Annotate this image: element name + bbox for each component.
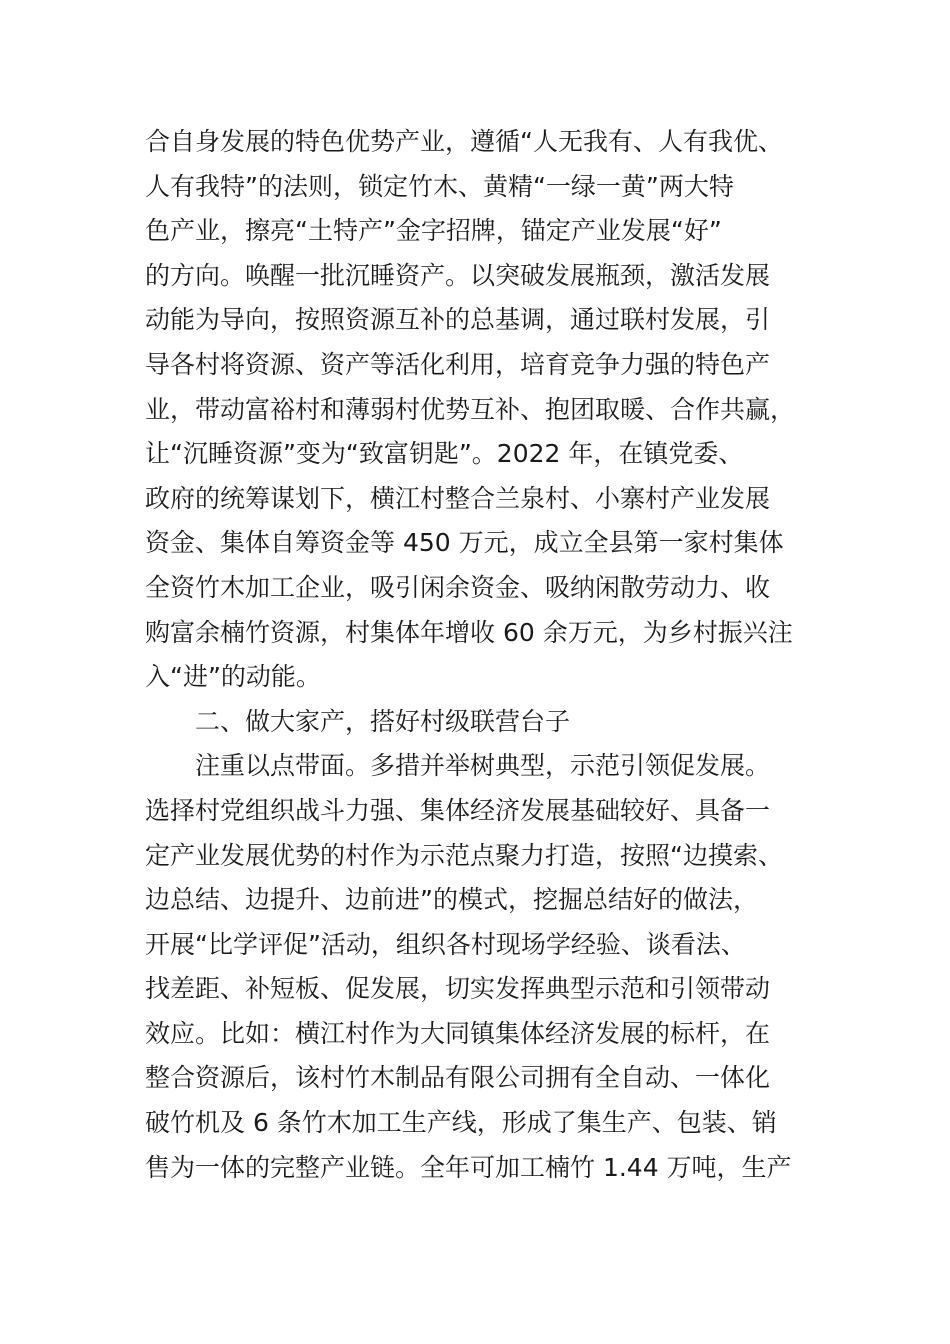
body-line: 购富余楠竹资源，村集体年增收 60 余万元，为乡村振兴注 xyxy=(145,617,793,647)
body-line: 全资竹木加工企业，吸引闲余资金、吸纳闲散劳动力、收 xyxy=(145,572,771,602)
body-line: 色产业，擦亮“土特产”金字招牌，锚定产业发展“好” xyxy=(145,216,722,246)
document-body xyxy=(145,120,805,1190)
body-line: 业，带动富裕村和薄弱村优势互补、抱团取暖、合作共赢， xyxy=(145,394,796,424)
body-line: 资金、集体自筹资金等 450 万元，成立全县第一家村集体 xyxy=(145,528,784,558)
paragraph-first-line: 注重以点带面。多措并举树典型，示范引领促发展。 xyxy=(195,751,771,781)
body-line: 找差距、补短板、促发展，切实发挥典型示范和引领带动 xyxy=(145,974,771,1004)
body-line: 开展“比学评促”活动，组织各村现场学经验、谈看法、 xyxy=(145,929,746,959)
body-line: 动能为导向，按照资源互补的总基调，通过联村发展，引 xyxy=(145,305,771,335)
body-line: 整合资源后，该村竹木制品有限公司拥有全自动、一体化 xyxy=(145,1063,771,1093)
section-heading: 二、做大家产，搭好村级联营台子 xyxy=(195,706,571,736)
body-line: 效应。比如：横江村作为大同镇集体经济发展的标杆，在 xyxy=(145,1018,771,1048)
body-line: 让“沉睡资源”变为“致富钥匙”。2022 年，在镇党委、 xyxy=(145,439,744,469)
body-line: 边总结、边提升、边前进”的模式，挖掘总结好的做法， xyxy=(145,885,758,915)
body-line: 选择村党组织战斗力强、集体经济发展基础较好、具备一 xyxy=(145,795,771,825)
body-line: 定产业发展优势的村作为示范点聚力打造，按照“边摸索、 xyxy=(145,840,783,870)
body-line: 入“进”的动能。 xyxy=(145,662,321,692)
body-line: 导各村将资源、资产等活化利用，培育竞争力强的特色产 xyxy=(145,349,771,379)
body-line: 政府的统筹谋划下，横江村整合兰泉村、小寨村产业发展 xyxy=(145,483,771,513)
body-line: 破竹机及 6 条竹木加工生产线，形成了集生产、包装、销 xyxy=(145,1108,777,1138)
body-line: 人有我特”的法则，锁定竹木、黄精“一绿一黄”两大特 xyxy=(145,171,734,201)
body-line: 售为一体的完整产业链。全年可加工楠竹 1.44 万吨，生产 xyxy=(145,1152,792,1182)
body-line: 的方向。唤醒一批沉睡资产。以突破发展瓶颈，激活发展 xyxy=(145,260,771,290)
body-line: 合自身发展的特色优势产业，遵循“人无我有、人有我优、 xyxy=(145,127,783,156)
